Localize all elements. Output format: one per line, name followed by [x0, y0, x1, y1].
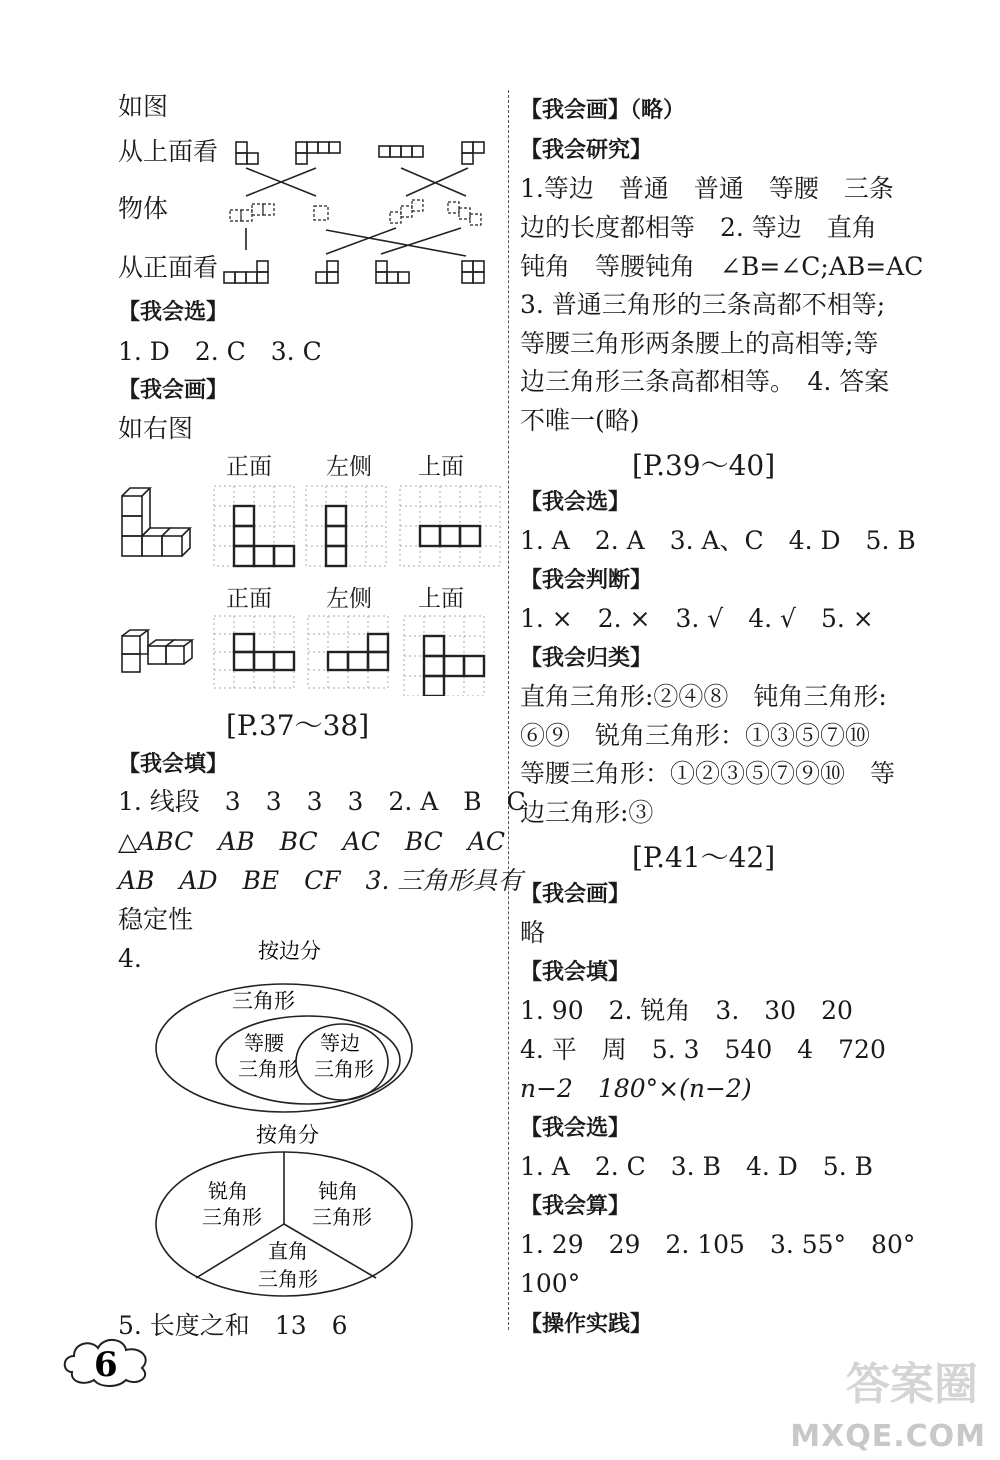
isosceles-label-2: 三角形 — [238, 1057, 298, 1081]
draw-2-answer: 略 — [520, 918, 546, 947]
fill-line-3: AB AD BE CF 3. 三角形具有 — [118, 866, 523, 895]
label-view-front: 从正面看 — [118, 253, 219, 282]
view-label-top-2: 上面 — [418, 586, 464, 612]
equilateral-label-1: 等边 — [320, 1031, 360, 1055]
calc-line-2: 100° — [520, 1269, 581, 1298]
three-view-figure-2 — [118, 614, 503, 696]
heading-classify: 【我会归类】 — [520, 646, 653, 671]
acute-label-1: 锐角 — [208, 1179, 248, 1203]
fill-right-line-1: 1. 90 2. 锐角 3. 30 20 — [520, 996, 853, 1025]
research-line-3: 钝角 等腰钝角 ∠B=∠C;AB=AC — [520, 252, 924, 281]
heading-calc: 【我会算】 — [520, 1194, 631, 1219]
research-line-1: 1.等边 普通 普通 等腰 三条 — [520, 174, 894, 203]
research-line-5: 等腰三角形两条腰上的高相等;等 — [520, 329, 879, 358]
heading-practice: 【操作实践】 — [520, 1312, 653, 1337]
heading-choose-2: 【我会选】 — [520, 1116, 631, 1141]
heading-draw: 【我会画】 — [118, 378, 229, 403]
by-side-label: 按边分 — [258, 939, 321, 963]
heading-research: 【我会研究】 — [520, 138, 653, 163]
view-matching-figure — [216, 132, 501, 292]
choose-answers-right: 1. A 2. A 3. A、C 4. D 5. B — [520, 526, 916, 555]
label-object: 物体 — [118, 194, 169, 223]
page-number: 6 — [94, 1345, 118, 1385]
classify-line-2: ⑥⑨ 锐角三角形：①③⑤⑦⑩ — [520, 721, 871, 750]
heading-judge: 【我会判断】 — [520, 568, 653, 593]
label-view-top: 从上面看 — [118, 137, 219, 166]
fill-line-6: 5. 长度之和 13 6 — [118, 1311, 348, 1340]
acute-label-2: 三角形 — [202, 1205, 262, 1229]
research-line-7: 不唯一(略) — [520, 406, 640, 435]
isosceles-label-1: 等腰 — [244, 1031, 284, 1055]
judge-answers: 1. × 2. × 3. √ 4. √ 5. × — [520, 604, 874, 633]
fill-line-4: 稳定性 — [118, 905, 194, 934]
fill-right-line-2: 4. 平 周 5. 3 540 4 720 — [520, 1035, 886, 1064]
fill-right-line-3: n−2 180°×(n−2) — [520, 1074, 752, 1103]
heading-draw-2: 【我会画】 — [520, 882, 631, 907]
by-angle-label: 按角分 — [256, 1123, 319, 1147]
heading-choose-right: 【我会选】 — [520, 490, 631, 515]
text-as-figure: 如图 — [118, 92, 169, 121]
equilateral-label-2: 三角形 — [314, 1057, 374, 1081]
page-number-cloud — [60, 1332, 156, 1388]
obtuse-label-1: 钝角 — [318, 1179, 358, 1203]
fill-line-5: 4. — [118, 944, 142, 973]
triangle-label: 三角形 — [232, 989, 295, 1013]
research-line-2: 边的长度都相等 2. 等边 直角 — [520, 213, 877, 242]
watermark-url: MXQE.COM — [790, 1419, 986, 1454]
heading-choose: 【我会选】 — [118, 300, 229, 325]
fill-line-2: △ABC AB BC AC BC AC — [118, 827, 505, 856]
obtuse-label-2: 三角形 — [312, 1205, 372, 1229]
choose-answers: 1. D 2. C 3. C — [118, 337, 322, 366]
page-ref-39-40: [P.39～40] — [632, 449, 776, 482]
classify-line-4: 边三角形:③ — [520, 798, 654, 827]
view-label-left-2: 左侧 — [326, 586, 372, 612]
heading-fill-right: 【我会填】 — [520, 960, 631, 985]
view-label-left-1: 左侧 — [326, 454, 372, 480]
choose-2-answers: 1. A 2. C 3. B 4. D 5. B — [520, 1152, 873, 1181]
fill-line-1: 1. 线段 3 3 3 3 2. A B C — [118, 787, 526, 816]
page-ref-41-42: [P.41～42] — [632, 841, 776, 874]
classify-by-angle-diagram — [148, 1118, 448, 1318]
three-view-figure-1 — [118, 484, 503, 574]
view-label-front-1: 正面 — [226, 454, 272, 480]
classify-line-3: 等腰三角形：①②③⑤⑦⑨⑩ 等 — [520, 759, 896, 788]
view-label-top-1: 上面 — [418, 454, 464, 480]
right-label-2: 三角形 — [258, 1267, 318, 1291]
research-line-6: 边三角形三条高都相等。 4. 答案 — [520, 367, 890, 396]
watermark-logo: 答案圈 — [846, 1359, 978, 1410]
page-ref-37-38: [P.37～38] — [226, 709, 370, 742]
column-divider — [508, 90, 509, 1330]
view-label-front-2: 正面 — [226, 586, 272, 612]
calc-line-1: 1. 29 29 2. 105 3. 55° 80° — [520, 1230, 916, 1259]
draw-note: 如右图 — [118, 414, 194, 443]
research-line-4: 3. 普通三角形的三条高都不相等; — [520, 290, 886, 319]
heading-fill: 【我会填】 — [118, 752, 229, 777]
classify-by-side-diagram — [148, 936, 448, 1116]
right-label-1: 直角 — [268, 1239, 308, 1263]
heading-draw-right: 【我会画】（略） — [520, 98, 686, 123]
classify-line-1: 直角三角形:②④⑧ 钝角三角形: — [520, 682, 887, 711]
